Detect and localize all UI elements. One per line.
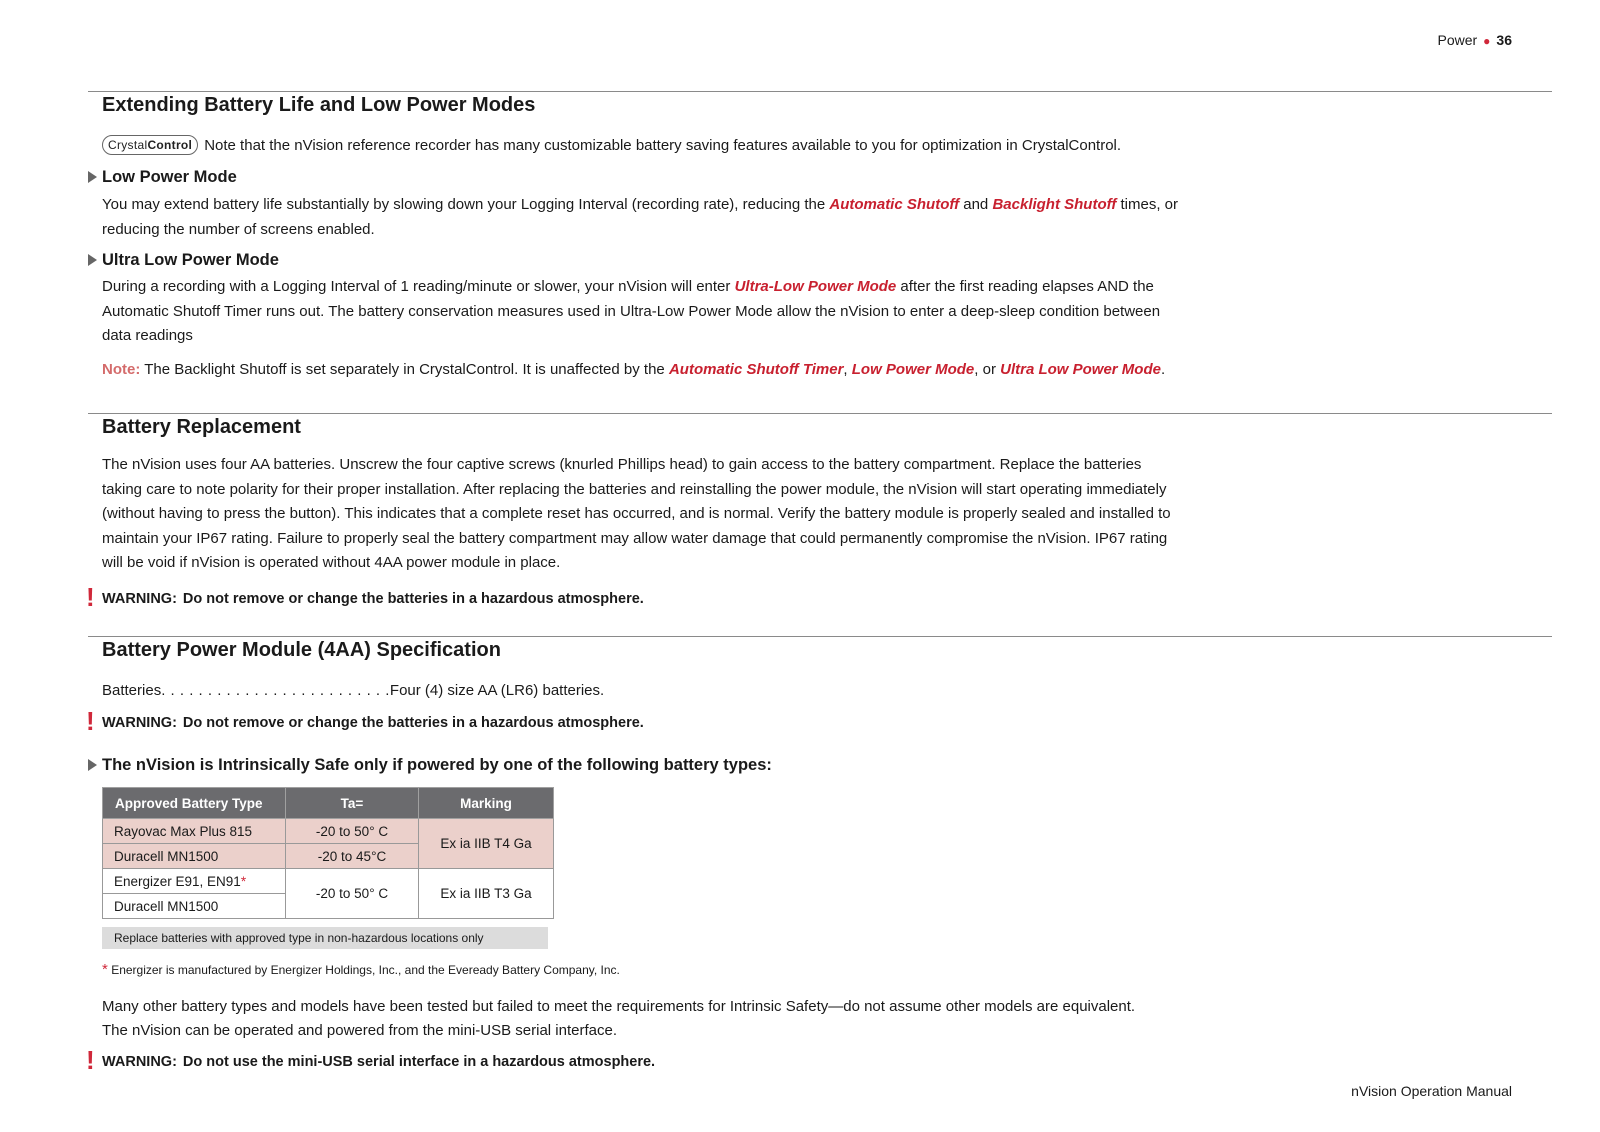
table-cell: Ex ia IIB T3 Ga xyxy=(419,869,554,919)
section-title-battery-spec: Battery Power Module (4AA) Specification xyxy=(102,639,501,661)
table-cell: Duracell MN1500 xyxy=(103,844,286,869)
page-number: 36 xyxy=(1496,32,1512,48)
battery-replacement-paragraph: The nVision uses four AA batteries. Unscrew the four captive screws (knurled Phillips head) to gain access to the battery compartment. Replace the batteries taking care to note polarity for their proper installation. After replacing the batteries and reinstalling the power module, the nVision will start operating immediately (without having to press the button). This indicates that a complete reset has occurred, and is normal. Verify the battery module is properly sealed and installed to maintain your IP67 rating. Failure to properly seal the battery compartment may allow water damage that could permanently compromise the nVision. IP67 rating will be void if nVision is operated without 4AA power module in place. xyxy=(102,456,1171,571)
asterisk-mark: * xyxy=(240,873,247,889)
table-header: Approved Battery Type xyxy=(103,788,286,819)
section-title-battery-replacement: Battery Replacement xyxy=(102,416,301,438)
triangle-bullet-icon xyxy=(88,254,97,266)
link-ultra-low-power-mode-2[interactable]: Ultra Low Power Mode xyxy=(1000,361,1161,378)
table-header-row xyxy=(103,788,554,819)
table-row xyxy=(103,819,554,844)
table-cell: Rayovac Max Plus 815 xyxy=(103,819,286,844)
table-header: Ta= xyxy=(286,788,419,819)
table-cell: -20 to 50° C xyxy=(286,869,419,919)
link-ultra-low-power-mode[interactable]: Ultra-Low Power Mode xyxy=(734,278,897,295)
section-divider xyxy=(88,91,1552,92)
table-cell: Energizer E91, EN91* xyxy=(103,869,286,894)
section-title-battery-life: Extending Battery Life and Low Power Modes xyxy=(102,94,536,116)
low-power-heading: Low Power Mode xyxy=(88,168,237,187)
page-footer: nVision Operation Manual xyxy=(1351,1083,1512,1099)
table-cell: -20 to 50° C xyxy=(286,819,419,844)
mini-usb-line: The nVision can be operated and powered from the mini-USB serial interface. xyxy=(102,1022,618,1039)
note-label: Note: xyxy=(102,361,141,378)
link-automatic-shutoff-timer[interactable]: Automatic Shutoff Timer xyxy=(668,361,844,378)
table-row xyxy=(103,869,554,894)
table-footnote-bar: Replace batteries with approved type in non-hazardous locations only xyxy=(102,927,548,949)
link-backlight-shutoff[interactable]: Backlight Shutoff xyxy=(992,196,1117,213)
note-paragraph: Note: The Backlight Shutoff is set separately in CrystalControl. It is unaffected by the Automatic Shutoff Timer, Low Power Mode, or Ultra Low Power Mode. xyxy=(102,361,1166,378)
triangle-bullet-icon xyxy=(88,171,97,183)
intrinsic-safety-heading: The nVision is Intrinsically Safe only if powered by one of the following battery types: xyxy=(88,756,772,775)
page-header xyxy=(1437,32,1512,48)
warning-hazardous-batteries-2: ! WARNING: Do not remove or change the batteries in a hazardous atmosphere. xyxy=(86,706,644,736)
table-header: Marking xyxy=(419,788,554,819)
intro-paragraph xyxy=(102,134,1302,159)
warning-exclamation-icon: ! xyxy=(86,582,95,612)
section-divider xyxy=(88,636,1552,637)
other-batteries-line: Many other battery types and models have been tested but failed to meet the requirements for Intrinsic Safety—do not assume other models are equivalent. xyxy=(102,998,1136,1015)
warning-exclamation-icon: ! xyxy=(86,706,95,736)
warning-exclamation-icon: ! xyxy=(86,1045,95,1075)
triangle-bullet-icon xyxy=(88,759,97,771)
table-cell: -20 to 45°C xyxy=(286,844,419,869)
table-cell: Duracell MN1500 xyxy=(103,894,286,919)
link-automatic-shutoff[interactable]: Automatic Shutoff xyxy=(829,196,960,213)
warning-mini-usb: ! WARNING: Do not use the mini-USB serial interface in a hazardous atmosphere. xyxy=(86,1045,656,1075)
approved-battery-table xyxy=(102,787,554,919)
ultra-low-power-heading: Ultra Low Power Mode xyxy=(88,251,279,270)
table-cell: Ex ia IIB T4 Ga xyxy=(419,819,554,869)
ultra-low-power-paragraph: During a recording with a Logging Interval of 1 reading/minute or slower, your nVision will enter Ultra-Low Power Mode after the first reading elapses AND the Automatic Shutoff Timer runs out. The battery conservation measures used in Ultra-Low Power Mode allow the nVision to enter a deep-sleep condition between data readings xyxy=(102,278,1161,344)
intro-text: Note that the nVision reference recorder has many customizable battery saving features available to you for optimization in CrystalControl. xyxy=(204,137,1122,154)
spec-line-batteries: Batteries. . . . . . . . . . . . . . . . . . . . . . . . .Four (4) size AA (LR6) batteries. xyxy=(102,682,605,699)
asterisk-footnote: * Energizer is manufactured by Energizer Holdings, Inc., and the Eveready Battery Company, Inc. xyxy=(102,961,620,978)
link-low-power-mode[interactable]: Low Power Mode xyxy=(851,361,975,378)
warning-hazardous-batteries-1: ! WARNING: Do not remove or change the batteries in a hazardous atmosphere. xyxy=(86,582,644,612)
crystalcontrol-logo: CrystalControl xyxy=(102,135,198,155)
section-divider xyxy=(88,413,1552,414)
bullet-dot-icon: ● xyxy=(1483,34,1491,48)
section-name: Power xyxy=(1437,32,1478,48)
low-power-paragraph: You may extend battery life substantially by slowing down your Logging Interval (recording rate), reducing the Automatic Shutoff and Backlight Shutoff times, or reducing the number of screens enabled. xyxy=(102,196,1179,238)
